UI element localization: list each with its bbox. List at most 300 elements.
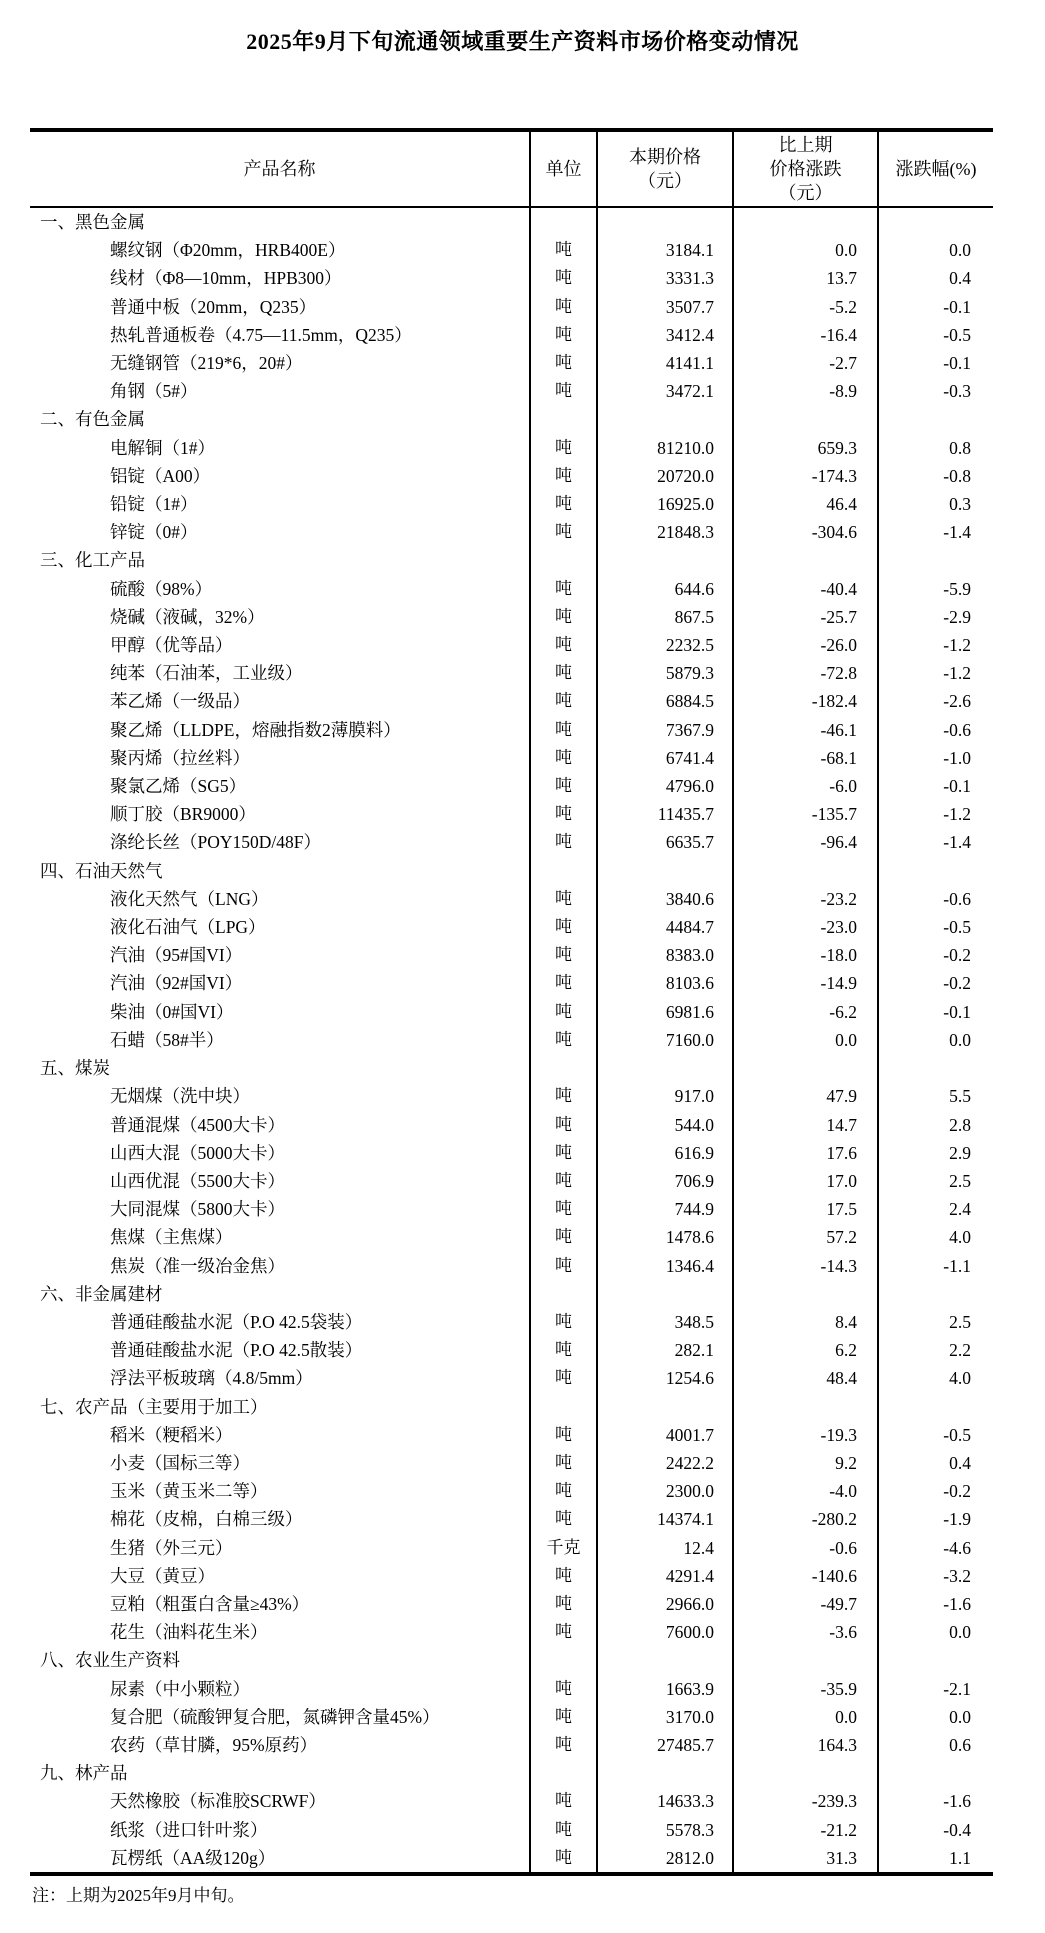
product-name: 聚乙烯（LLDPE，熔融指数2薄膜料） (110, 719, 401, 740)
section-pct-cell (878, 207, 993, 236)
price-change: 6.2 (733, 1336, 878, 1364)
section-unit-cell (530, 405, 597, 433)
table-row (30, 462, 993, 490)
section-pct-cell (878, 857, 993, 885)
change-pct: -0.1 (878, 772, 993, 800)
change-pct: -2.9 (878, 603, 993, 631)
table-row (30, 941, 993, 969)
section-price-cell (597, 857, 733, 885)
current-price: 6635.7 (597, 828, 733, 856)
price-change: -19.3 (733, 1421, 878, 1449)
table-row (30, 687, 993, 715)
section-pct-cell (878, 405, 993, 433)
product-name: 硫酸（98%） (110, 578, 213, 599)
price-change: 57.2 (733, 1223, 878, 1251)
table-row (30, 631, 993, 659)
product-unit: 吨 (530, 1477, 597, 1505)
section-price-cell (597, 1280, 733, 1308)
price-change: -35.9 (733, 1675, 878, 1703)
product-unit: 吨 (530, 321, 597, 349)
price-change: 13.7 (733, 264, 878, 292)
product-unit: 吨 (530, 236, 597, 264)
product-unit: 吨 (530, 941, 597, 969)
change-pct: 2.9 (878, 1139, 993, 1167)
change-pct: -2.6 (878, 687, 993, 715)
product-name: 螺纹钢（Φ20mm，HRB400E） (110, 240, 346, 261)
product-name: 生猪（外三元） (110, 1537, 233, 1558)
change-pct: 2.8 (878, 1111, 993, 1139)
product-unit: 吨 (530, 828, 597, 856)
section-unit-cell (530, 1054, 597, 1082)
table-row (30, 913, 993, 941)
product-unit: 吨 (530, 575, 597, 603)
table-row (30, 377, 993, 405)
price-change: -16.4 (733, 321, 878, 349)
table-row (30, 828, 993, 856)
product-unit: 吨 (530, 293, 597, 321)
product-name: 纸浆（进口针叶浆） (110, 1819, 268, 1840)
change-pct: -1.4 (878, 828, 993, 856)
product-name: 热轧普通板卷（4.75—11.5mm，Q235） (110, 324, 412, 345)
current-price: 3331.3 (597, 264, 733, 292)
product-name: 普通中板（20mm，Q235） (110, 296, 317, 317)
change-pct: 0.4 (878, 1449, 993, 1477)
price-change: -2.7 (733, 349, 878, 377)
current-price: 4291.4 (597, 1562, 733, 1590)
current-price: 2232.5 (597, 631, 733, 659)
table-row (30, 1844, 993, 1874)
table-row (30, 518, 993, 546)
section-pct-cell (878, 1646, 993, 1674)
product-name: 铅锭（1#） (110, 494, 198, 515)
table-row (30, 659, 993, 687)
table-row (30, 885, 993, 913)
change-pct: 0.0 (878, 1026, 993, 1054)
product-unit: 吨 (530, 1336, 597, 1364)
current-price: 20720.0 (597, 462, 733, 490)
price-change: -25.7 (733, 603, 878, 631)
table-row (30, 1590, 993, 1618)
price-change: 8.4 (733, 1308, 878, 1336)
table-row (30, 1449, 993, 1477)
product-unit: 吨 (530, 377, 597, 405)
current-price: 2300.0 (597, 1477, 733, 1505)
header-change-pct (878, 130, 993, 207)
change-pct: -0.3 (878, 377, 993, 405)
section-unit-cell (530, 1280, 597, 1308)
table-row (30, 1364, 993, 1392)
change-pct: 1.1 (878, 1844, 993, 1874)
current-price: 16925.0 (597, 490, 733, 518)
product-name: 稻米（粳稻米） (110, 1424, 233, 1445)
product-name: 顺丁胶（BR9000） (110, 804, 256, 825)
current-price: 27485.7 (597, 1731, 733, 1759)
change-pct: 2.2 (878, 1336, 993, 1364)
section-row (30, 1759, 993, 1787)
current-price: 7367.9 (597, 716, 733, 744)
change-pct: -1.4 (878, 518, 993, 546)
change-pct: -0.2 (878, 1477, 993, 1505)
product-name: 甲醇（优等品） (110, 635, 233, 656)
table-row (30, 1477, 993, 1505)
table-row (30, 1421, 993, 1449)
product-unit: 吨 (530, 913, 597, 941)
price-change: -135.7 (733, 800, 878, 828)
product-unit: 吨 (530, 462, 597, 490)
change-pct: 4.0 (878, 1223, 993, 1251)
current-price: 2812.0 (597, 1844, 733, 1874)
current-price: 14633.3 (597, 1787, 733, 1815)
current-price: 1478.6 (597, 1223, 733, 1251)
price-change: 31.3 (733, 1844, 878, 1874)
section-change-cell (733, 1280, 878, 1308)
header-product-name (30, 130, 530, 207)
price-change: -174.3 (733, 462, 878, 490)
product-name: 焦炭（准一级冶金焦） (110, 1255, 285, 1276)
section-change-cell (733, 405, 878, 433)
product-name: 山西优混（5500大卡） (110, 1170, 285, 1191)
current-price: 2966.0 (597, 1590, 733, 1618)
product-unit: 吨 (530, 998, 597, 1026)
price-change: -72.8 (733, 659, 878, 687)
change-pct: 0.6 (878, 1731, 993, 1759)
current-price: 8103.6 (597, 969, 733, 997)
table-row (30, 490, 993, 518)
product-name: 天然橡胶（标准胶SCRWF） (110, 1791, 326, 1812)
table-row (30, 236, 993, 264)
change-pct: 0.0 (878, 1618, 993, 1646)
current-price: 21848.3 (597, 518, 733, 546)
section-change-cell (733, 1054, 878, 1082)
section-label: 二、有色金属 (40, 409, 145, 430)
header-price-change-line3: （元） (778, 183, 833, 203)
price-change: -23.2 (733, 885, 878, 913)
price-change: 14.7 (733, 1111, 878, 1139)
product-name: 大豆（黄豆） (110, 1565, 215, 1586)
change-pct: 0.4 (878, 264, 993, 292)
product-name: 苯乙烯（一级品） (110, 691, 250, 712)
product-name: 汽油（92#国VI） (110, 973, 243, 994)
change-pct: -0.5 (878, 321, 993, 349)
section-change-cell (733, 207, 878, 236)
header-unit (530, 130, 597, 207)
product-unit: 吨 (530, 1675, 597, 1703)
header-change-pct-label: 涨跌幅(%) (895, 159, 977, 179)
table-row (30, 293, 993, 321)
price-change: -6.2 (733, 998, 878, 1026)
current-price: 14374.1 (597, 1505, 733, 1533)
table-row (30, 772, 993, 800)
table-row (30, 264, 993, 292)
price-change: 17.6 (733, 1139, 878, 1167)
section-unit-cell (530, 546, 597, 574)
table-row (30, 998, 993, 1026)
change-pct: -1.2 (878, 659, 993, 687)
current-price: 2422.2 (597, 1449, 733, 1477)
change-pct: 0.0 (878, 236, 993, 264)
section-label: 八、农业生产资料 (40, 1650, 180, 1671)
change-pct: -5.9 (878, 575, 993, 603)
section-price-cell (597, 1759, 733, 1787)
product-unit: 吨 (530, 744, 597, 772)
price-change: -3.6 (733, 1618, 878, 1646)
table-header-row (30, 130, 993, 207)
product-name: 焦煤（主焦煤） (110, 1227, 233, 1248)
product-name: 铝锭（A00） (110, 465, 211, 486)
current-price: 6741.4 (597, 744, 733, 772)
product-unit: 吨 (530, 1195, 597, 1223)
current-price: 644.6 (597, 575, 733, 603)
current-price: 7160.0 (597, 1026, 733, 1054)
price-change: -182.4 (733, 687, 878, 715)
table-row (30, 575, 993, 603)
price-change: -5.2 (733, 293, 878, 321)
section-price-cell (597, 1393, 733, 1421)
product-name: 电解铜（1#） (110, 437, 215, 458)
section-row (30, 546, 993, 574)
product-unit: 吨 (530, 1111, 597, 1139)
change-pct: 2.4 (878, 1195, 993, 1223)
current-price: 348.5 (597, 1308, 733, 1336)
product-name: 浮法平板玻璃（4.8/5mm） (110, 1368, 313, 1389)
product-name: 涤纶长丝（POY150D/48F） (110, 832, 321, 853)
product-unit: 吨 (530, 1082, 597, 1110)
section-row (30, 207, 993, 236)
current-price: 6884.5 (597, 687, 733, 715)
section-pct-cell (878, 1280, 993, 1308)
product-unit: 吨 (530, 1731, 597, 1759)
product-unit: 吨 (530, 772, 597, 800)
change-pct: -1.1 (878, 1252, 993, 1280)
product-name: 棉花（皮棉，白棉三级） (110, 1509, 303, 1530)
price-change: -40.4 (733, 575, 878, 603)
current-price: 3170.0 (597, 1703, 733, 1731)
table-row (30, 716, 993, 744)
header-price-change-line2: 价格涨跌 (769, 159, 842, 179)
product-name: 豆粕（粗蛋白含量≥43%） (110, 1593, 310, 1614)
table-row (30, 800, 993, 828)
product-name: 液化石油气（LPG） (110, 917, 266, 938)
change-pct: -1.2 (878, 800, 993, 828)
change-pct: 2.5 (878, 1308, 993, 1336)
product-unit: 吨 (530, 264, 597, 292)
section-pct-cell (878, 546, 993, 574)
table-row (30, 1308, 993, 1336)
section-row (30, 1054, 993, 1082)
product-name: 线材（Φ8—10mm，HPB300） (110, 268, 342, 289)
change-pct: 0.8 (878, 434, 993, 462)
product-name: 汽油（95#国VI） (110, 945, 243, 966)
product-unit: 吨 (530, 885, 597, 913)
table-row (30, 1534, 993, 1562)
price-change: -46.1 (733, 716, 878, 744)
change-pct: -2.1 (878, 1675, 993, 1703)
current-price: 867.5 (597, 603, 733, 631)
price-change: -18.0 (733, 941, 878, 969)
product-unit: 吨 (530, 1844, 597, 1874)
product-name: 大同混煤（5800大卡） (110, 1199, 285, 1220)
footnote: 注：上期为2025年9月中旬。 (32, 1885, 245, 1905)
change-pct: -0.4 (878, 1816, 993, 1844)
price-change: 0.0 (733, 1703, 878, 1731)
price-change: 48.4 (733, 1364, 878, 1392)
section-price-cell (597, 1646, 733, 1674)
current-price: 1254.6 (597, 1364, 733, 1392)
price-change: -68.1 (733, 744, 878, 772)
product-name: 普通混煤（4500大卡） (110, 1114, 285, 1135)
table-row (30, 1505, 993, 1533)
change-pct: -1.0 (878, 744, 993, 772)
product-unit: 吨 (530, 1562, 597, 1590)
change-pct: 5.5 (878, 1082, 993, 1110)
current-price: 3472.1 (597, 377, 733, 405)
change-pct: -3.2 (878, 1562, 993, 1590)
table-row (30, 434, 993, 462)
section-label: 七、农产品（主要用于加工） (40, 1396, 268, 1417)
price-change: -96.4 (733, 828, 878, 856)
section-pct-cell (878, 1054, 993, 1082)
price-change: 164.3 (733, 1731, 878, 1759)
section-label: 四、石油天然气 (40, 860, 163, 881)
current-price: 4001.7 (597, 1421, 733, 1449)
current-price: 12.4 (597, 1534, 733, 1562)
section-price-cell (597, 546, 733, 574)
product-unit: 吨 (530, 687, 597, 715)
header-price-change (733, 130, 878, 207)
table-row (30, 1195, 993, 1223)
product-name: 锌锭（0#） (110, 522, 198, 543)
product-unit: 吨 (530, 1505, 597, 1533)
section-change-cell (733, 1393, 878, 1421)
section-pct-cell (878, 1759, 993, 1787)
product-unit: 吨 (530, 659, 597, 687)
section-change-cell (733, 1759, 878, 1787)
section-label: 九、林产品 (40, 1763, 128, 1784)
table-row (30, 1703, 993, 1731)
price-table (30, 128, 993, 1876)
change-pct: -4.6 (878, 1534, 993, 1562)
product-unit: 吨 (530, 1252, 597, 1280)
product-name: 山西大混（5000大卡） (110, 1142, 285, 1163)
price-change: -26.0 (733, 631, 878, 659)
product-name: 纯苯（石油苯，工业级） (110, 663, 303, 684)
table-row (30, 969, 993, 997)
table-row (30, 1082, 993, 1110)
table-row (30, 1167, 993, 1195)
change-pct: -1.2 (878, 631, 993, 659)
section-row (30, 1393, 993, 1421)
product-unit: 吨 (530, 1618, 597, 1646)
price-change: -0.6 (733, 1534, 878, 1562)
price-change: 9.2 (733, 1449, 878, 1477)
product-name: 石蜡（58#半） (110, 1029, 224, 1050)
table-row (30, 1816, 993, 1844)
section-row (30, 1280, 993, 1308)
price-change: -8.9 (733, 377, 878, 405)
product-unit: 吨 (530, 631, 597, 659)
table-row (30, 1618, 993, 1646)
price-change: -14.9 (733, 969, 878, 997)
product-unit: 吨 (530, 1139, 597, 1167)
table-row (30, 1252, 993, 1280)
section-label: 六、非金属建材 (40, 1283, 163, 1304)
current-price: 706.9 (597, 1167, 733, 1195)
product-unit: 吨 (530, 1449, 597, 1477)
product-unit: 吨 (530, 1816, 597, 1844)
table-row (30, 744, 993, 772)
price-change: -280.2 (733, 1505, 878, 1533)
product-name: 液化天然气（LNG） (110, 888, 269, 909)
product-name: 聚丙烯（拉丝料） (110, 747, 250, 768)
header-price-change-line1: 比上期 (778, 135, 833, 155)
section-label: 五、煤炭 (40, 1058, 110, 1079)
product-name: 普通硅酸盐水泥（P.O 42.5散装） (110, 1340, 363, 1361)
product-name: 角钢（5#） (110, 381, 198, 402)
table-row (30, 1111, 993, 1139)
product-name: 柴油（0#国VI） (110, 1001, 234, 1022)
product-unit: 吨 (530, 1026, 597, 1054)
current-price: 11435.7 (597, 800, 733, 828)
section-change-cell (733, 546, 878, 574)
change-pct: -0.1 (878, 349, 993, 377)
current-price: 1346.4 (597, 1252, 733, 1280)
current-price: 6981.6 (597, 998, 733, 1026)
price-change: -4.0 (733, 1477, 878, 1505)
change-pct: -0.5 (878, 1421, 993, 1449)
section-price-cell (597, 405, 733, 433)
change-pct: -0.6 (878, 885, 993, 913)
product-name: 聚氯乙烯（SG5） (110, 776, 247, 797)
current-price: 544.0 (597, 1111, 733, 1139)
change-pct: -0.5 (878, 913, 993, 941)
header-product-name-label: 产品名称 (243, 159, 316, 179)
section-unit-cell (530, 1759, 597, 1787)
product-name: 无缝钢管（219*6，20#） (110, 353, 303, 374)
price-change: -239.3 (733, 1787, 878, 1815)
product-unit: 吨 (530, 1421, 597, 1449)
price-change: 0.0 (733, 1026, 878, 1054)
table-body (30, 207, 993, 1874)
product-unit: 吨 (530, 969, 597, 997)
section-row (30, 857, 993, 885)
price-change: 47.9 (733, 1082, 878, 1110)
product-unit: 吨 (530, 434, 597, 462)
current-price: 917.0 (597, 1082, 733, 1110)
product-name: 无烟煤（洗中块） (110, 1086, 250, 1107)
current-price: 81210.0 (597, 434, 733, 462)
product-unit: 吨 (530, 1308, 597, 1336)
product-name: 烧碱（液碱，32%） (110, 606, 265, 627)
price-change: 0.0 (733, 236, 878, 264)
change-pct: 2.5 (878, 1167, 993, 1195)
price-change: -6.0 (733, 772, 878, 800)
current-price: 3840.6 (597, 885, 733, 913)
product-name: 农药（草甘膦，95%原药） (110, 1734, 318, 1755)
product-unit: 吨 (530, 800, 597, 828)
table-row (30, 1139, 993, 1167)
price-change: -140.6 (733, 1562, 878, 1590)
header-unit-label: 单位 (545, 159, 582, 179)
change-pct: -0.1 (878, 998, 993, 1026)
current-price: 4484.7 (597, 913, 733, 941)
price-change: 46.4 (733, 490, 878, 518)
section-label: 一、黑色金属 (40, 212, 145, 232)
current-price: 4141.1 (597, 349, 733, 377)
change-pct: 4.0 (878, 1364, 993, 1392)
current-price: 616.9 (597, 1139, 733, 1167)
current-price: 3507.7 (597, 293, 733, 321)
current-price: 7600.0 (597, 1618, 733, 1646)
